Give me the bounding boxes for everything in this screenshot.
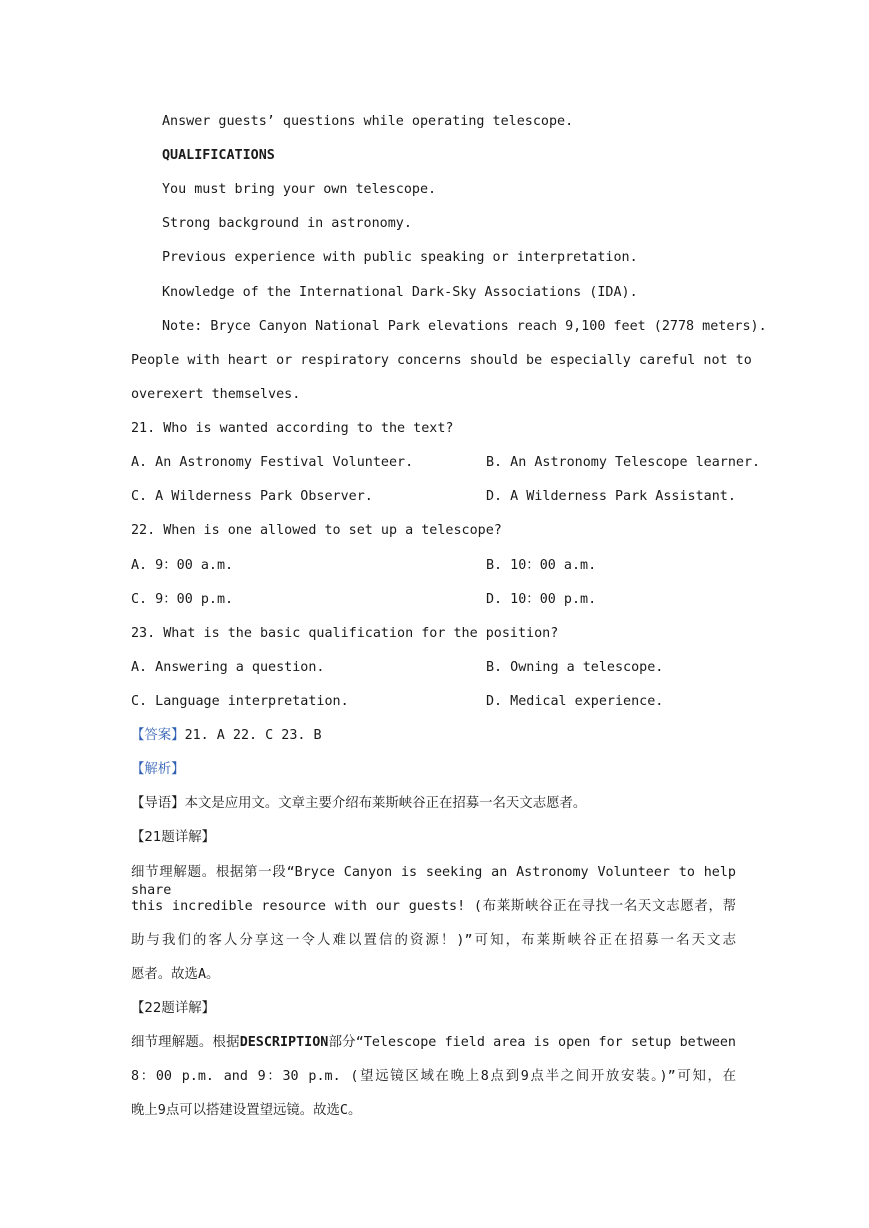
option-row <box>131 557 741 575</box>
option-d: D. Medical experience. <box>486 694 664 709</box>
qualification-item: Knowledge of the International Dark-Sky Associations (IDA). <box>162 285 638 300</box>
q21-detail-line: 愿者。故选A。 <box>131 967 220 982</box>
intro-text: 本文是应用文。文章主要介绍布莱斯峡谷正在招募一名天文志愿者。 <box>184 796 587 811</box>
note-line: People with heart or respiratory concerns should be especially careful not to <box>131 353 752 368</box>
question-stem: 23. What is the basic qualification for the position? <box>131 626 559 641</box>
q22-detail-label: 【22题详解】 <box>131 1001 215 1016</box>
option-b: B. An Astronomy Telescope learner. <box>486 455 761 470</box>
q21-detail-line: 助与我们的客人分享这一令人难以置信的资源！)”可知，布莱斯峡谷正在招募一名天文志 <box>131 933 736 948</box>
q21-detail-label: 【21题详解】 <box>131 830 215 845</box>
question-stem: 22. When is one allowed to set up a telescope? <box>131 523 502 538</box>
intro-line <box>131 795 741 813</box>
note-line: Note: Bryce Canyon National Park elevations reach 9,100 feet (2778 meters). <box>162 319 767 334</box>
option-d: D. 10：00 p.m. <box>486 592 597 607</box>
passage-answer-guests: Answer guests’ questions while operating telescope. <box>162 114 574 129</box>
option-a: A. 9：00 a.m. <box>131 558 234 573</box>
option-c: C. Language interpretation. <box>131 694 349 709</box>
q22-line1-post: 部分“Telescope field area is open for setup between <box>328 1035 736 1050</box>
question-stem: 21. Who is wanted according to the text? <box>131 421 454 436</box>
option-row <box>131 591 741 609</box>
note-line: overexert themselves. <box>131 387 301 402</box>
option-b: B. Owning a telescope. <box>486 660 664 675</box>
answer-text: 21. A 22. C 23. B <box>184 728 322 743</box>
qualification-item: Strong background in astronomy. <box>162 216 412 231</box>
q22-detail-line <box>131 1034 736 1052</box>
qualification-item: Previous experience with public speaking or interpretation. <box>162 250 638 265</box>
q21-detail-line: 细节理解题。根据第一段“Bryce Canyon is seeking an Astronomy Volunteer to help share <box>131 865 736 898</box>
option-b: B. 10：00 a.m. <box>486 558 597 573</box>
option-c: C. A Wilderness Park Observer. <box>131 489 373 504</box>
analysis-label: 【解析】 <box>131 762 185 777</box>
option-d: D. A Wilderness Park Assistant. <box>486 489 736 504</box>
option-a: A. Answering a question. <box>131 660 325 675</box>
answer-label: 【答案】 <box>131 728 185 743</box>
description-keyword: DESCRIPTION <box>239 1035 329 1050</box>
q22-detail-line: 8：00 p.m. and 9：30 p.m. (望远镜区域在晚上8点到9点半之间开放安装。)”可知，在 <box>131 1069 736 1084</box>
option-c: C. 9：00 p.m. <box>131 592 234 607</box>
qualifications-heading: QUALIFICATIONS <box>162 148 275 163</box>
intro-label: 【导语】 <box>131 796 185 811</box>
q22-detail-line: 晚上9点可以搭建设置望远镜。故选C。 <box>131 1103 362 1118</box>
q22-line1-pre: 细节理解题。根据 <box>131 1035 240 1050</box>
answer-line <box>131 727 741 745</box>
option-a: A. An Astronomy Festival Volunteer. <box>131 455 414 470</box>
q21-detail-line: this incredible resource with our guests! (布莱斯峡谷正在寻找一名天文志愿者，帮 <box>131 899 736 914</box>
qualification-item: You must bring your own telescope. <box>162 182 437 197</box>
